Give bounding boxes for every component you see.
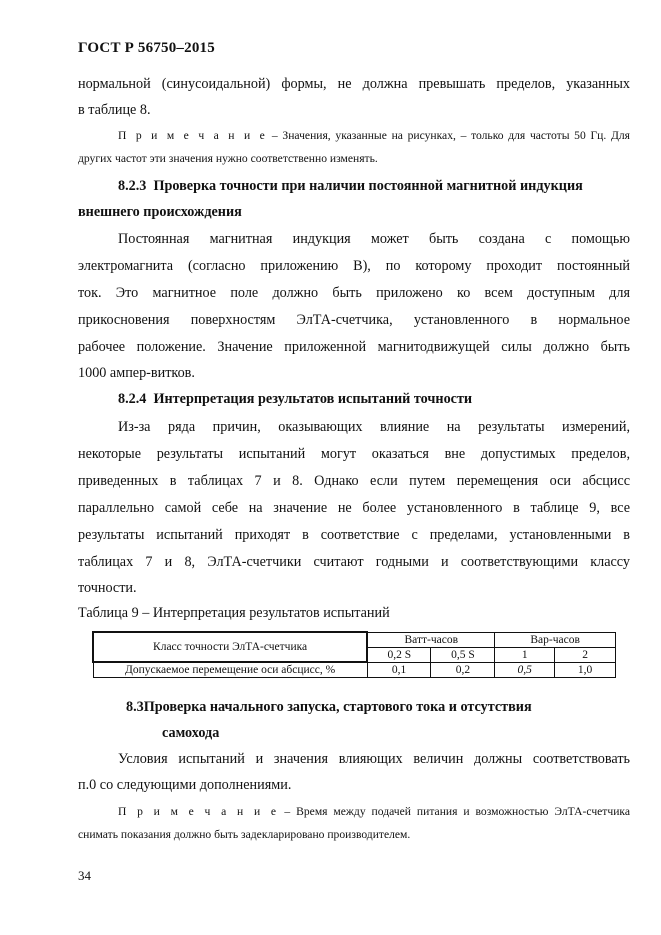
table-cell: 0,5 S — [431, 647, 495, 662]
paragraph-line: электромагнита (согласно приложению В), по которому проходит постоянный — [78, 258, 630, 274]
table-caption: Таблица 9 – Интерпретация результатов испытаний — [78, 605, 390, 621]
table-cell: 2 — [555, 647, 616, 662]
paragraph-line: рабочее положение. Значение приложенной магнитодвижущей силы должно быть — [78, 339, 630, 355]
section-title: Интерпретация результатов испытаний точности — [153, 391, 473, 407]
paragraph-line: результаты испытаний приходят в соответствие с пределами, установленными в — [78, 527, 630, 543]
section-title: Проверка точности при наличии постоянной магнитной индукция — [153, 178, 583, 194]
note-text: – Значения, указанные на рисунках, – только для частоты 50 Гц. Для — [267, 129, 630, 142]
paragraph-line: ток. Это магнитное поле должно быть приложено ко всем доступным для — [78, 285, 630, 301]
table-cell: 0,2 — [431, 662, 495, 678]
note-label: П р и м е ч а н и е — [118, 805, 279, 818]
table-cell: 0,1 — [367, 662, 431, 678]
paragraph-line: 1000 ампер-витков. — [78, 365, 195, 381]
section-heading — [126, 694, 630, 720]
table-header-watt: Ватт-часов — [367, 632, 495, 647]
paragraph-line: Условия испытаний и значения влияющих величин должны соответствовать — [118, 751, 630, 767]
paragraph-line: параллельно самой себе на значение не более установленного в таблице 9, все — [78, 500, 630, 516]
table-header-var: Вар-часов — [495, 632, 616, 647]
document-header: ГОСТ Р 56750–2015 — [78, 40, 215, 56]
table-header-class: Класс точности ЭлТА-счетчика — [93, 632, 367, 662]
paragraph-line: прикосновения поверхностям ЭлТА-счетчика, установленного в нормальное — [78, 312, 630, 328]
table-cell: 0,2 S — [367, 647, 431, 662]
paragraph-line: Постоянная магнитная индукция может быть создана с помощью — [118, 231, 630, 247]
paragraph-line: некоторые результаты испытаний могут оказаться вне допустимых пределов, — [78, 446, 630, 462]
table-row — [93, 662, 616, 678]
paragraph-line: в таблице 8. — [78, 102, 151, 118]
page-number: 34 — [78, 868, 91, 883]
table-cell: 1 — [495, 647, 555, 662]
paragraph-line: нормальной (синусоидальной) формы, не должна превышать пределов, указанных — [78, 76, 630, 92]
section-number: 8.2.4 — [118, 391, 147, 407]
section-heading-cont: внешнего происхождения — [78, 204, 242, 220]
table-cell: 0,5 — [495, 662, 555, 678]
table-cell: 1,0 — [555, 662, 616, 678]
paragraph-line: Из-за ряда причин, оказывающих влияние на результаты измерений, — [118, 419, 630, 435]
note-text: – Время между подачей питания и возможностью ЭлТА-счетчика — [278, 805, 630, 818]
section-heading-cont: самохода — [162, 725, 220, 741]
table-9 — [92, 631, 616, 678]
paragraph-line: точности. — [78, 580, 137, 596]
section-title: Проверка начального запуска, стартового тока и отсутствия — [143, 699, 532, 715]
note-line: других частот эти значения нужно соответственно изменять. — [78, 152, 378, 165]
table-header-row — [93, 632, 616, 647]
section-number: 8.3 — [126, 699, 144, 715]
paragraph-line: таблицах 7 и 8, ЭлТА-счетчики считают годными и соответствующими классу — [78, 554, 630, 570]
paragraph-line: п.0 со следующими дополнениями. — [78, 777, 292, 793]
section-heading — [118, 386, 630, 412]
section-number: 8.2.3 — [118, 178, 147, 194]
note-label: П р и м е ч а н и е — [118, 129, 268, 142]
note-line: снимать показания должно быть задекларировано производителем. — [78, 828, 411, 841]
paragraph-line: приведенных в таблицах 7 и 8. Однако если путем перемещения оси абсцисс — [78, 473, 630, 489]
table-row-label: Допускаемое перемещение оси абсцисс, % — [93, 662, 367, 678]
section-heading — [118, 173, 630, 199]
note-line — [78, 800, 630, 823]
note-line — [78, 124, 630, 147]
